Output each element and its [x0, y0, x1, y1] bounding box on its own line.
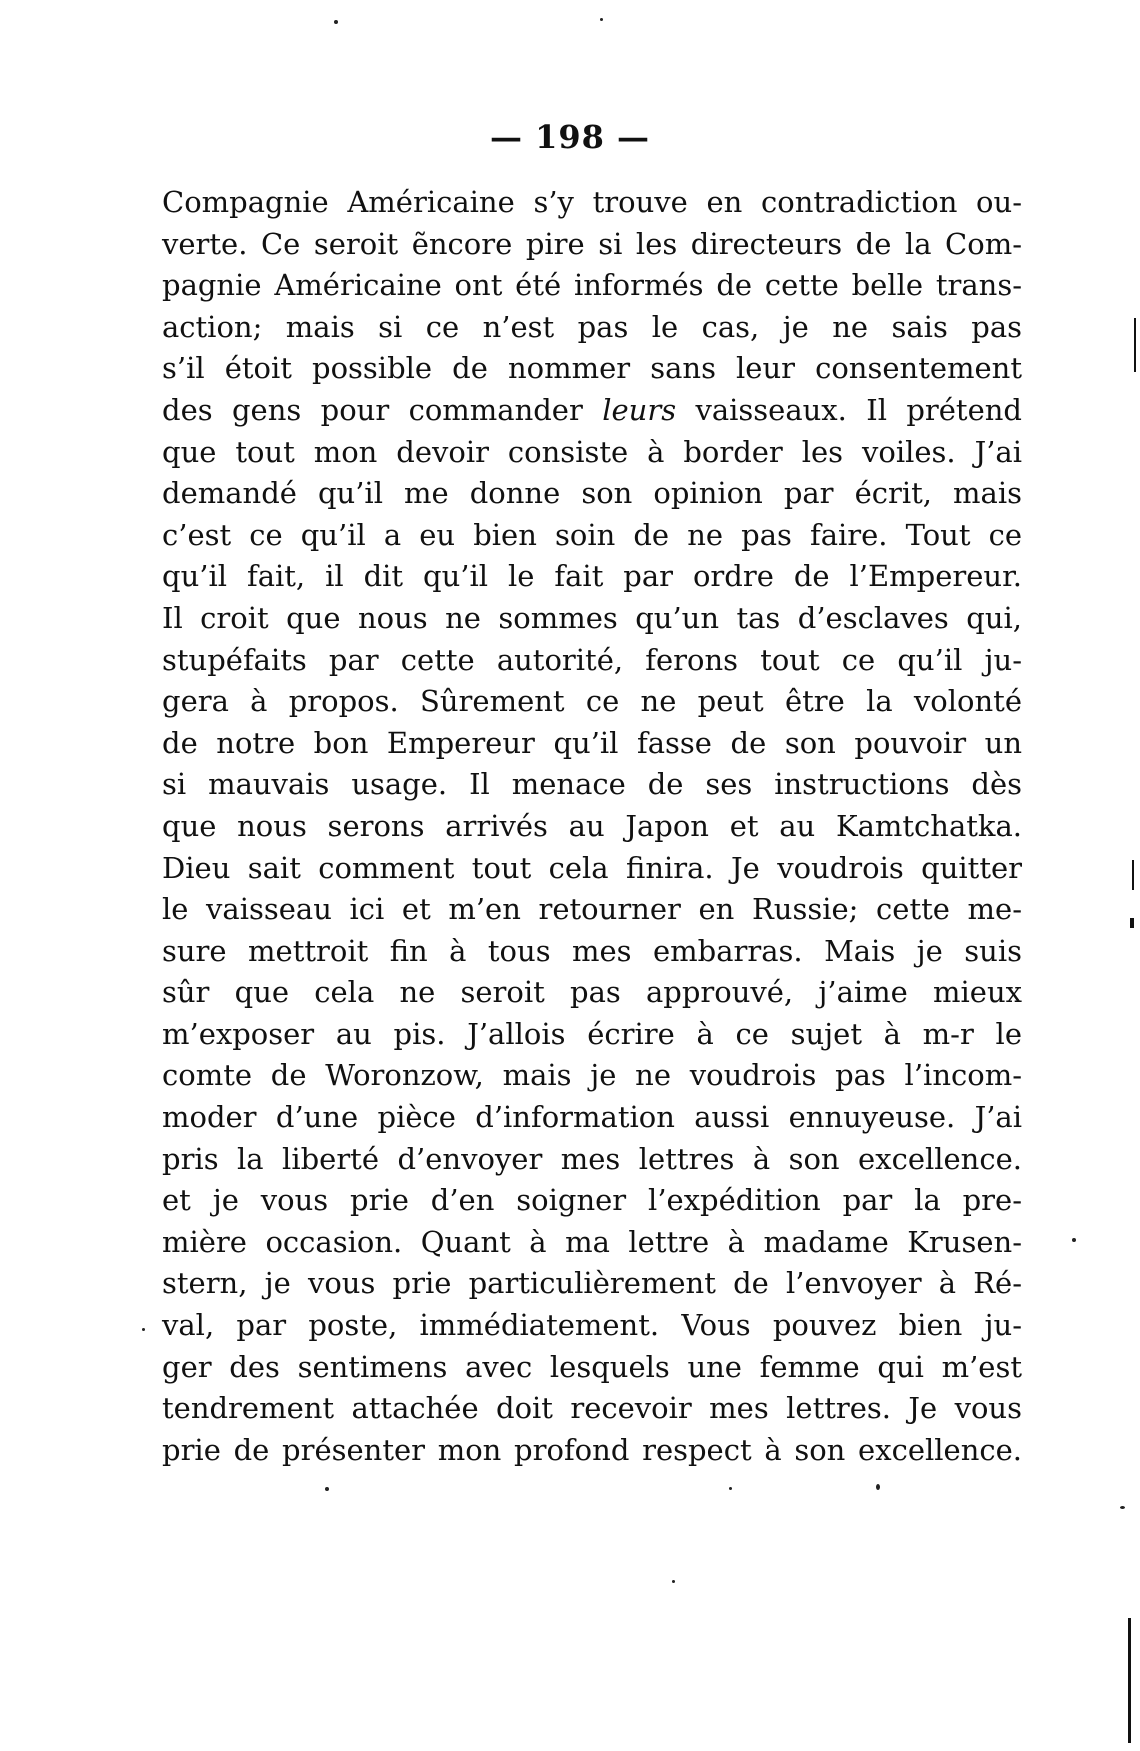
text-line	[162, 390, 1022, 432]
text-line: pagnie Américaine ont été informés de cette belle trans-	[162, 268, 1022, 303]
scan-speck	[672, 1580, 675, 1583]
scan-speck	[729, 1487, 732, 1490]
text-line: action; mais si ce n’est pas le cas, je ne sais pas	[162, 309, 1022, 344]
scan-speck	[1120, 1506, 1125, 1509]
text-line: si mauvais usage. Il menace de ses instructions dès	[162, 767, 1022, 802]
scan-edge-mark	[1134, 318, 1136, 372]
scan-speck	[876, 1484, 880, 1490]
text-line: stern, je vous prie particulièrement de l’envoyer à Ré-	[162, 1266, 1022, 1301]
scan-speck	[142, 1328, 145, 1331]
text-line: ger des sentimens avec lesquels une femme qui m’est	[162, 1349, 1022, 1384]
text-line: que tout mon devoir consiste à border les voiles. J’ai	[162, 434, 1022, 469]
text-segment: vaisseaux. Il prétend	[676, 392, 1022, 427]
text-line: s’il étoit possible de nommer sans leur consentement	[162, 351, 1022, 386]
scan-speck	[1072, 1238, 1076, 1242]
scan-speck	[325, 1487, 329, 1491]
scan-speck	[334, 20, 338, 24]
text-line: gera à propos. Sûrement ce ne peut être la volonté	[162, 684, 1022, 719]
text-line: et je vous prie d’en soigner l’expédition par la pre-	[162, 1183, 1022, 1218]
scan-edge-mark	[1132, 860, 1134, 890]
text-line: tendrement attachée doit recevoir mes lettres. Je vous	[162, 1391, 1022, 1426]
page-number: — 198 —	[489, 118, 651, 156]
text-line: Dieu sait comment tout cela finira. Je voudrois quitter	[162, 850, 1022, 885]
text-line: Compagnie Américaine s’y trouve en contradiction ou-	[162, 185, 1022, 219]
text-line: m’exposer au pis. J’allois écrire à ce sujet à m-r le	[162, 1016, 1022, 1051]
text-line: c’est ce qu’il a eu bien soin de ne pas faire. Tout ce	[162, 517, 1022, 552]
text-line: qu’il fait, il dit qu’il le fait par ordre de l’Empereur.	[162, 559, 1022, 594]
text-line: verte. Ce seroit ẽncore pire si les directeurs de la Com-	[162, 226, 1022, 261]
text-line: val, par poste, immédiatement. Vous pouvez bien ju-	[162, 1308, 1022, 1343]
text-line: moder d’une pièce d’information aussi ennuyeuse. J’ai	[162, 1100, 1022, 1135]
scan-edge-mark	[1130, 918, 1134, 928]
text-line: que nous serons arrivés au Japon et au Kamtchatka.	[162, 808, 1022, 843]
scan-edge-mark	[1128, 1618, 1131, 1743]
text-line: pris la liberté d’envoyer mes lettres à son excellence.	[162, 1141, 1022, 1176]
text-line: de notre bon Empereur qu’il fasse de son pouvoir un	[162, 725, 1022, 760]
body-text	[162, 182, 1022, 1471]
text-segment: des gens pour commander	[162, 392, 603, 427]
text-line: le vaisseau ici et m’en retourner en Russie; cette me-	[162, 892, 1022, 927]
text-line: stupéfaits par cette autorité, ferons tout ce qu’il ju-	[162, 642, 1022, 677]
scan-speck	[600, 18, 603, 21]
text-line: mière occasion. Quant à ma lettre à madame Krusen-	[162, 1224, 1022, 1259]
text-line: prie de présenter mon profond respect à son excellence.	[162, 1432, 1022, 1467]
text-line: Il croit que nous ne sommes qu’un tas d’esclaves qui,	[162, 600, 1022, 635]
text-line: comte de Woronzow, mais je ne voudrois pas l’incom-	[162, 1058, 1022, 1093]
italic-word: leurs	[602, 392, 677, 427]
text-line: sûr que cela ne seroit pas approuvé, j’aime mieux	[162, 975, 1022, 1010]
text-line: demandé qu’il me donne son opinion par écrit, mais	[162, 476, 1022, 511]
text-line: sure mettroit fin à tous mes embarras. Mais je suis	[162, 933, 1022, 968]
